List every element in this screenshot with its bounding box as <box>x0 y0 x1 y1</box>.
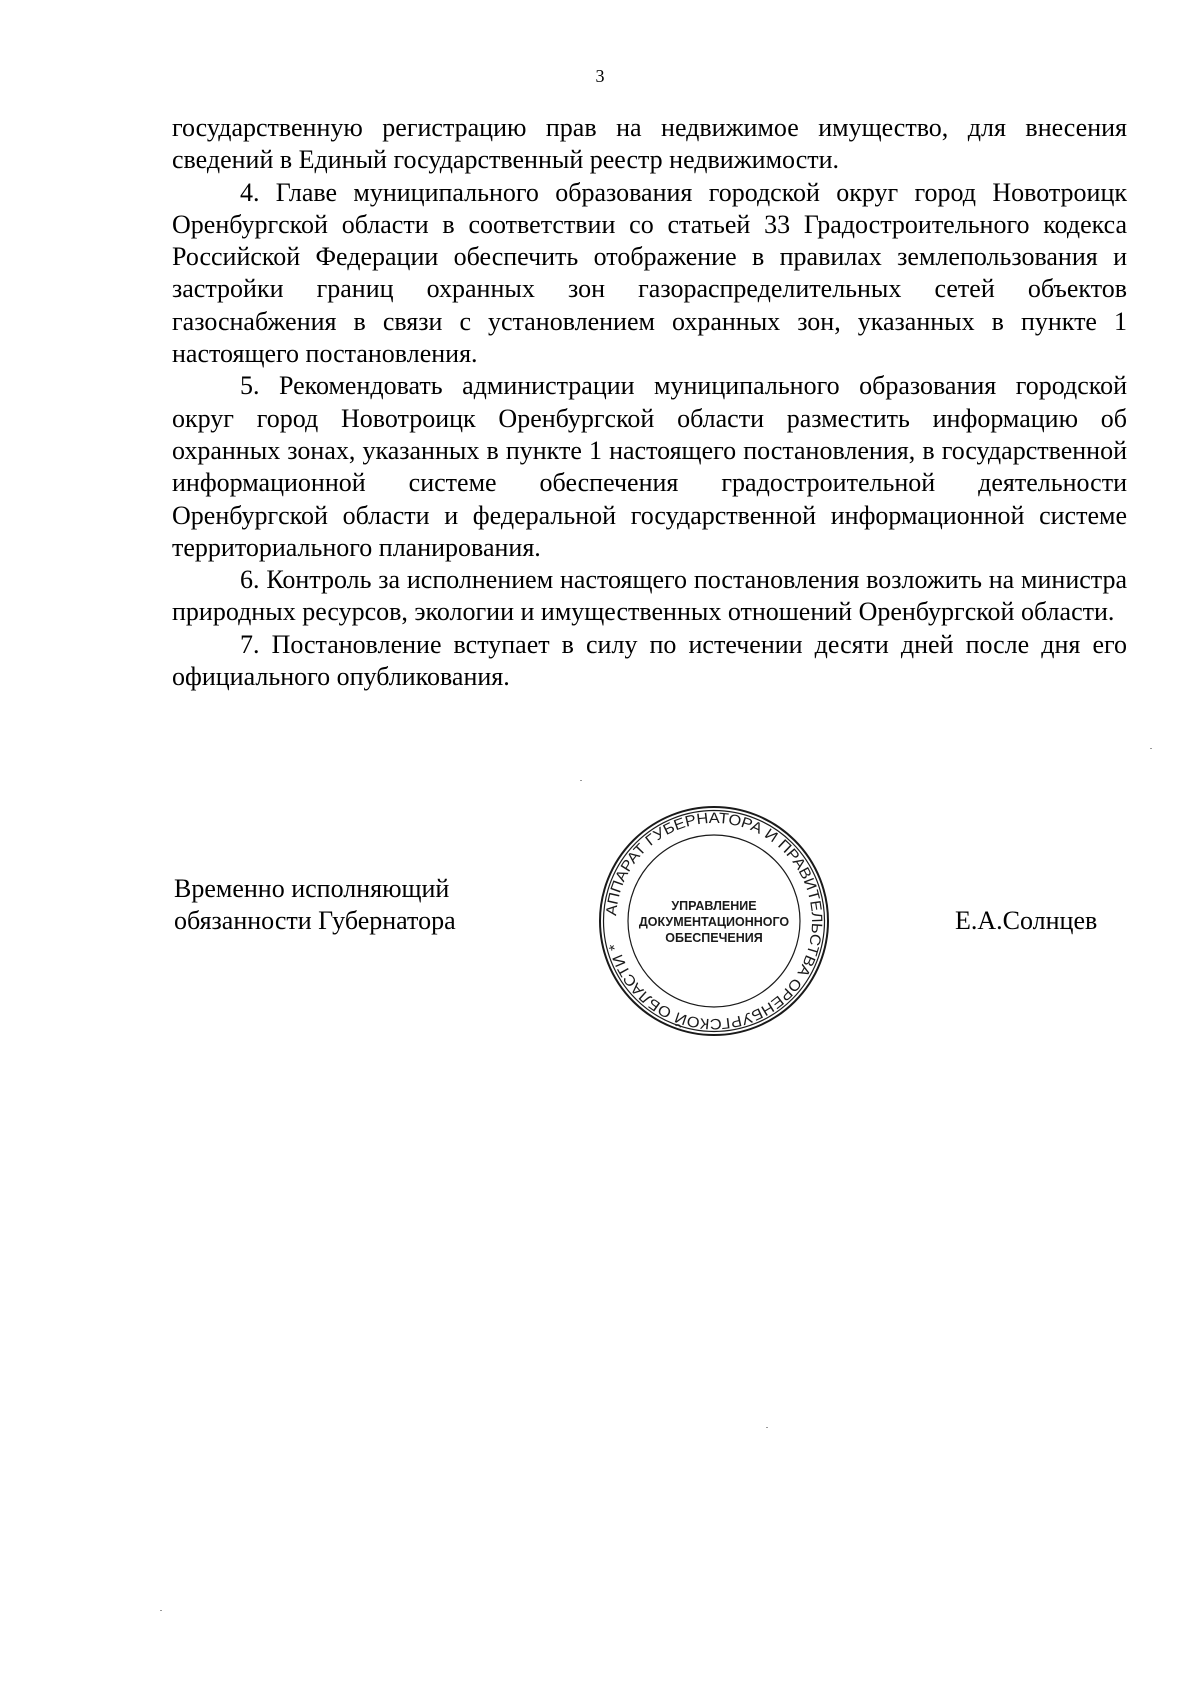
signatory-position <box>174 873 456 937</box>
official-seal-graphic <box>598 805 830 1037</box>
paragraph-registration-continuation: государственную регистрацию прав на недвижимое имущество, для внесения сведений в Единый государственный реестр недвижимости. <box>172 113 1127 175</box>
seal-outer-text: АППАРАТ ГУБЕРНАТОРА И ПРАВИТЕЛЬСТВА ОРЕНБУРГСКОЙ ОБЛАСТИ * <box>603 809 826 1033</box>
signatory-position-line-2: обязанности Губернатора <box>174 906 456 935</box>
signer-name: Е.А.Солнцев <box>955 906 1098 935</box>
scan-speck <box>580 780 582 781</box>
page-number: 3 <box>595 66 605 86</box>
seal-inner-line-3: ОБЕСПЕЧЕНИЯ <box>665 931 763 945</box>
paragraph-item-5: 5. Рекомендовать администрации муниципального образования городской округ город Новотроицк Оренбургской области разместить информацию об охранных зонах, указанных в пункте 1 настоящего постановления, в государственной информационной системе обеспечения градостроительной деятельности Оренбургской области и федеральной государственной информационной системе территориального планирования. <box>172 371 1127 562</box>
paragraph-item-6: 6. Контроль за исполнением настоящего постановления возложить на министра природных ресурсов, экологии и имущественных отношений Оренбургской области. <box>172 565 1127 627</box>
paragraph-item-7: 7. Постановление вступает в силу по истечении десяти дней после дня его официального опубликования. <box>172 629 1127 692</box>
seal-inner-line-2: ДОКУМЕНТАЦИОННОГО <box>638 915 790 929</box>
scan-speck <box>1150 748 1152 749</box>
scan-speck <box>160 1610 162 1611</box>
seal-inner-line-1: УПРАВЛЕНИЕ <box>671 899 757 913</box>
official-seal <box>598 805 830 1037</box>
signatory-position-line-1: Временно исполняющий <box>174 874 450 903</box>
scan-speck <box>766 1427 768 1428</box>
document-body <box>172 112 1127 693</box>
paragraph-item-4: 4. Главе муниципального образования городской округ город Новотроицк Оренбургской области в соответствии со статьей 33 Градостроительного кодекса Российской Федерации обеспечить отображение в правилах землепользования и застройки границ охранных зон газораспределительных сетей объектов газоснабжения в связи с установлением охранных зон, указанных в пункте 1 настоящего постановления. <box>172 177 1127 369</box>
